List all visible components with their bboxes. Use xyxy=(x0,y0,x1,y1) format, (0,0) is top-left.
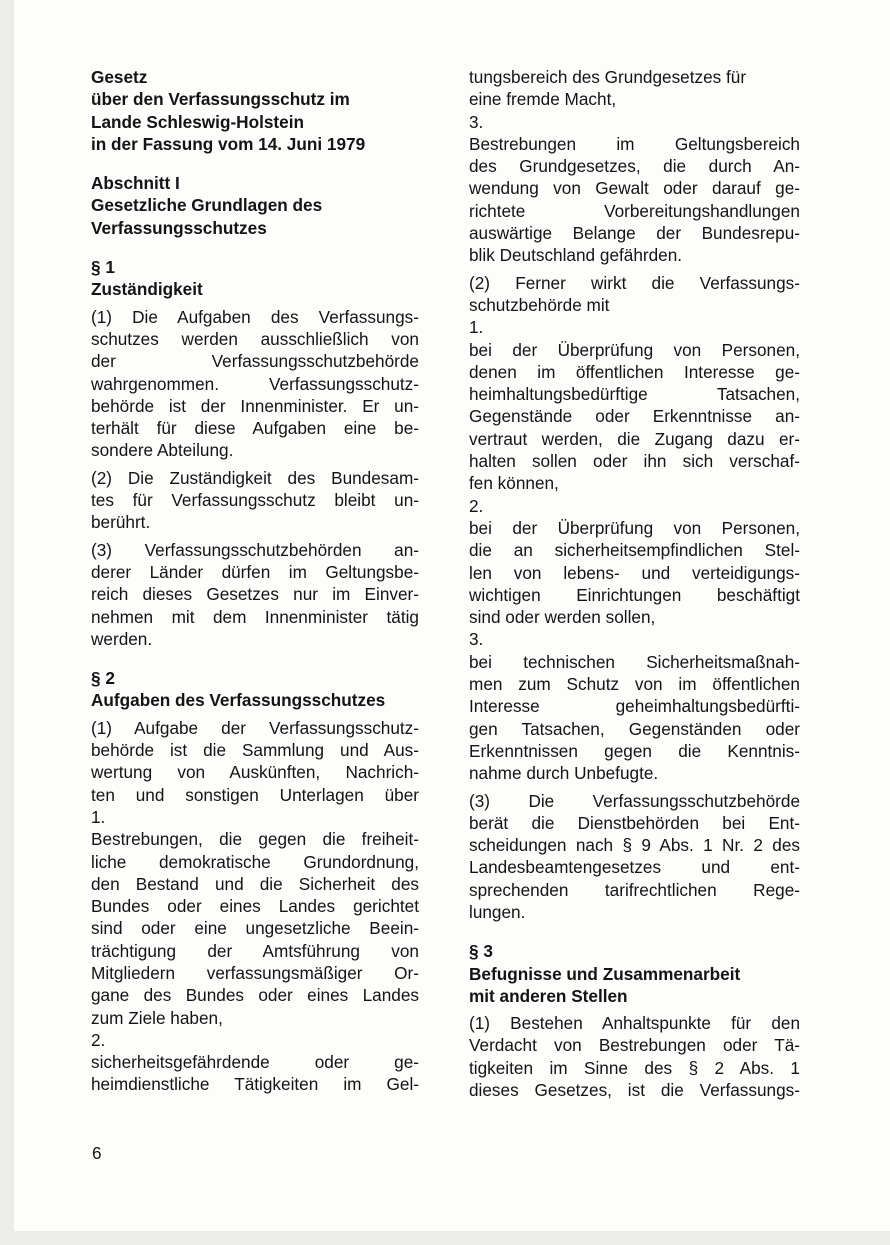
text-line: fen können, xyxy=(469,473,559,494)
text-line: schutzes werden ausschließlich von xyxy=(91,328,419,349)
text-line: des Grundgesetzes, die durch An- xyxy=(469,156,800,177)
paragraph-gap xyxy=(91,155,419,172)
text-line: wichtigen Einrichtungen beschäftigt xyxy=(469,584,800,605)
text-line: len von lebens- und verteidigungs- xyxy=(469,562,800,583)
text-line: heimhaltungsbedürftige Tatsachen, xyxy=(469,384,800,405)
text-line: nehmen mit dem Innenminister tätig xyxy=(91,606,419,627)
text-line: denen im öffentlichen Interesse ge- xyxy=(469,361,800,382)
heading-line: Abschnitt I xyxy=(91,173,180,194)
text-line: der Verfassungsschutzbehörde xyxy=(91,351,419,372)
page-number: 6 xyxy=(92,1143,102,1163)
text-line: sind oder eine ungesetzliche Beein- xyxy=(91,918,419,939)
text-line: sicherheitsgefährdende oder ge- xyxy=(91,1052,419,1073)
text-line: wertung von Auskünften, Nachrich- xyxy=(91,762,419,783)
heading-line: in der Fassung vom 14. Juni 1979 xyxy=(91,133,366,154)
text-line: schutzbehörde mit xyxy=(469,294,610,315)
right-column xyxy=(469,66,800,1101)
text-line: liche demokratische Grundordnung, xyxy=(91,851,419,872)
text-line: berührt. xyxy=(91,512,151,533)
text-line: bei der Überprüfung von Personen, xyxy=(469,517,800,538)
text-line: lungen. xyxy=(469,901,526,922)
text-line: ten und sonstigen Unterlagen über xyxy=(91,784,419,805)
text-line: nahme durch Unbefugte. xyxy=(469,763,659,784)
heading-line: Zuständigkeit xyxy=(91,279,203,300)
text-line: die an sicherheitsempfindlichen Stel- xyxy=(469,540,800,561)
text-line: vertraut werden, die Zugang dazu er- xyxy=(469,428,800,449)
heading-line: § 3 xyxy=(469,941,493,962)
text-line: wendung von Gewalt oder darauf ge- xyxy=(469,178,800,199)
heading-line: § 1 xyxy=(91,257,115,278)
text-line: zum Ziele haben, xyxy=(91,1007,223,1028)
text-line: 1. xyxy=(91,806,106,827)
text-line: (2) Die Zuständigkeit des Bundesam- xyxy=(91,467,419,488)
text-line: Bestrebungen im Geltungsbereich xyxy=(469,133,800,154)
text-line: eine fremde Macht, xyxy=(469,89,617,110)
heading-line: Gesetz xyxy=(91,67,148,87)
text-line: Bestrebungen, die gegen die freiheit- xyxy=(91,829,419,850)
text-line: werden. xyxy=(91,628,153,649)
text-line: halten sollen oder ihn sich verschaf- xyxy=(469,451,800,472)
paragraph-gap xyxy=(469,923,800,940)
text-line: heimdienstliche Tätigkeiten im Gel- xyxy=(91,1074,419,1095)
text-line: Bundes oder eines Landes gerichtet xyxy=(91,896,419,917)
heading-line: Befugnisse und Zusammenarbeit xyxy=(469,963,741,984)
text-line: bei der Überprüfung von Personen, xyxy=(469,339,800,360)
text-line: dieses Gesetzes, ist die Verfassungs- xyxy=(469,1080,800,1101)
text-line: derer Länder dürfen im Geltungsbe- xyxy=(91,561,419,582)
text-line: reich dieses Gesetzes nur im Einver- xyxy=(91,584,419,605)
text-line: (1) Bestehen Anhaltspunkte für den xyxy=(469,1013,800,1034)
text-line: tes für Verfassungsschutz bleibt un- xyxy=(91,490,419,511)
text-line: bei technischen Sicherheitsmaßnah- xyxy=(469,651,800,672)
text-line: wahrgenommen. Verfassungsschutz- xyxy=(91,373,419,394)
text-line: (1) Die Aufgaben des Verfassungs- xyxy=(91,306,419,327)
text-line: trächtigung der Amtsführung von xyxy=(91,940,419,961)
text-line: men zum Schutz von im öffentlichen xyxy=(469,674,800,695)
heading-line: Aufgaben des Verfassungsschutzes xyxy=(91,690,386,711)
text-line: tungsbereich des Grundgesetzes für xyxy=(469,67,747,87)
heading-line: über den Verfassungsschutz im xyxy=(91,89,350,110)
text-line: (2) Ferner wirkt die Verfassungs- xyxy=(469,272,800,293)
text-line: 2. xyxy=(469,495,484,516)
text-line: (3) Die Verfassungsschutzbehörde xyxy=(469,790,800,811)
text-line: 1. xyxy=(469,317,484,338)
text-line: sondere Abteilung. xyxy=(91,440,234,461)
text-line: tigkeiten im Sinne des § 2 Abs. 1 xyxy=(469,1057,800,1078)
text-line: 3. xyxy=(469,629,484,650)
text-line: Interesse geheimhaltungsbedürfti- xyxy=(469,696,800,717)
text-line: Verdacht von Bestrebungen oder Tä- xyxy=(469,1035,800,1056)
text-line: behörde ist die Sammlung und Aus- xyxy=(91,740,419,761)
heading-line: § 2 xyxy=(91,668,115,689)
text-line: Gegenstände oder Erkenntnisse an- xyxy=(469,406,800,427)
paragraph-gap xyxy=(91,239,419,256)
left-column xyxy=(91,66,419,1096)
text-line: 2. xyxy=(91,1029,106,1050)
text-line: gen Tatsachen, Gegenständen oder xyxy=(469,718,800,739)
text-line: terhält für diese Aufgaben eine be- xyxy=(91,418,419,439)
text-line: Erkenntnissen gegen die Kenntnis- xyxy=(469,740,800,761)
heading-line: Lande Schleswig-Holstein xyxy=(91,111,304,132)
paragraph-gap xyxy=(91,650,419,667)
text-line: gane des Bundes oder eines Landes xyxy=(91,985,419,1006)
text-line: (3) Verfassungsschutzbehörden an- xyxy=(91,539,419,560)
text-line: 3. xyxy=(469,111,484,132)
text-line: sind oder werden sollen, xyxy=(469,607,656,628)
heading-line: Verfassungsschutzes xyxy=(91,217,267,238)
text-line: (1) Aufgabe der Verfassungsschutz- xyxy=(91,717,419,738)
text-line: Landesbeamtengesetzes und ent- xyxy=(469,857,800,878)
text-line: blik Deutschland gefährden. xyxy=(469,245,683,266)
text-line: den Bestand und die Sicherheit des xyxy=(91,873,419,894)
text-line: Mitgliedern verfassungsmäßiger Or- xyxy=(91,962,419,983)
text-line: auswärtige Belange der Bundesrepu- xyxy=(469,223,800,244)
text-line: scheidungen nach § 9 Abs. 1 Nr. 2 des xyxy=(469,835,800,856)
heading-line: Gesetzliche Grundlagen des xyxy=(91,195,323,216)
text-line: berät die Dienstbehörden bei Ent- xyxy=(469,812,800,833)
text-line: behörde ist der Innenminister. Er un- xyxy=(91,395,419,416)
text-line: sprechenden tarifrechtlichen Rege- xyxy=(469,879,800,900)
text-line: richtete Vorbereitungshandlungen xyxy=(469,200,800,221)
heading-line: mit anderen Stellen xyxy=(469,985,628,1006)
